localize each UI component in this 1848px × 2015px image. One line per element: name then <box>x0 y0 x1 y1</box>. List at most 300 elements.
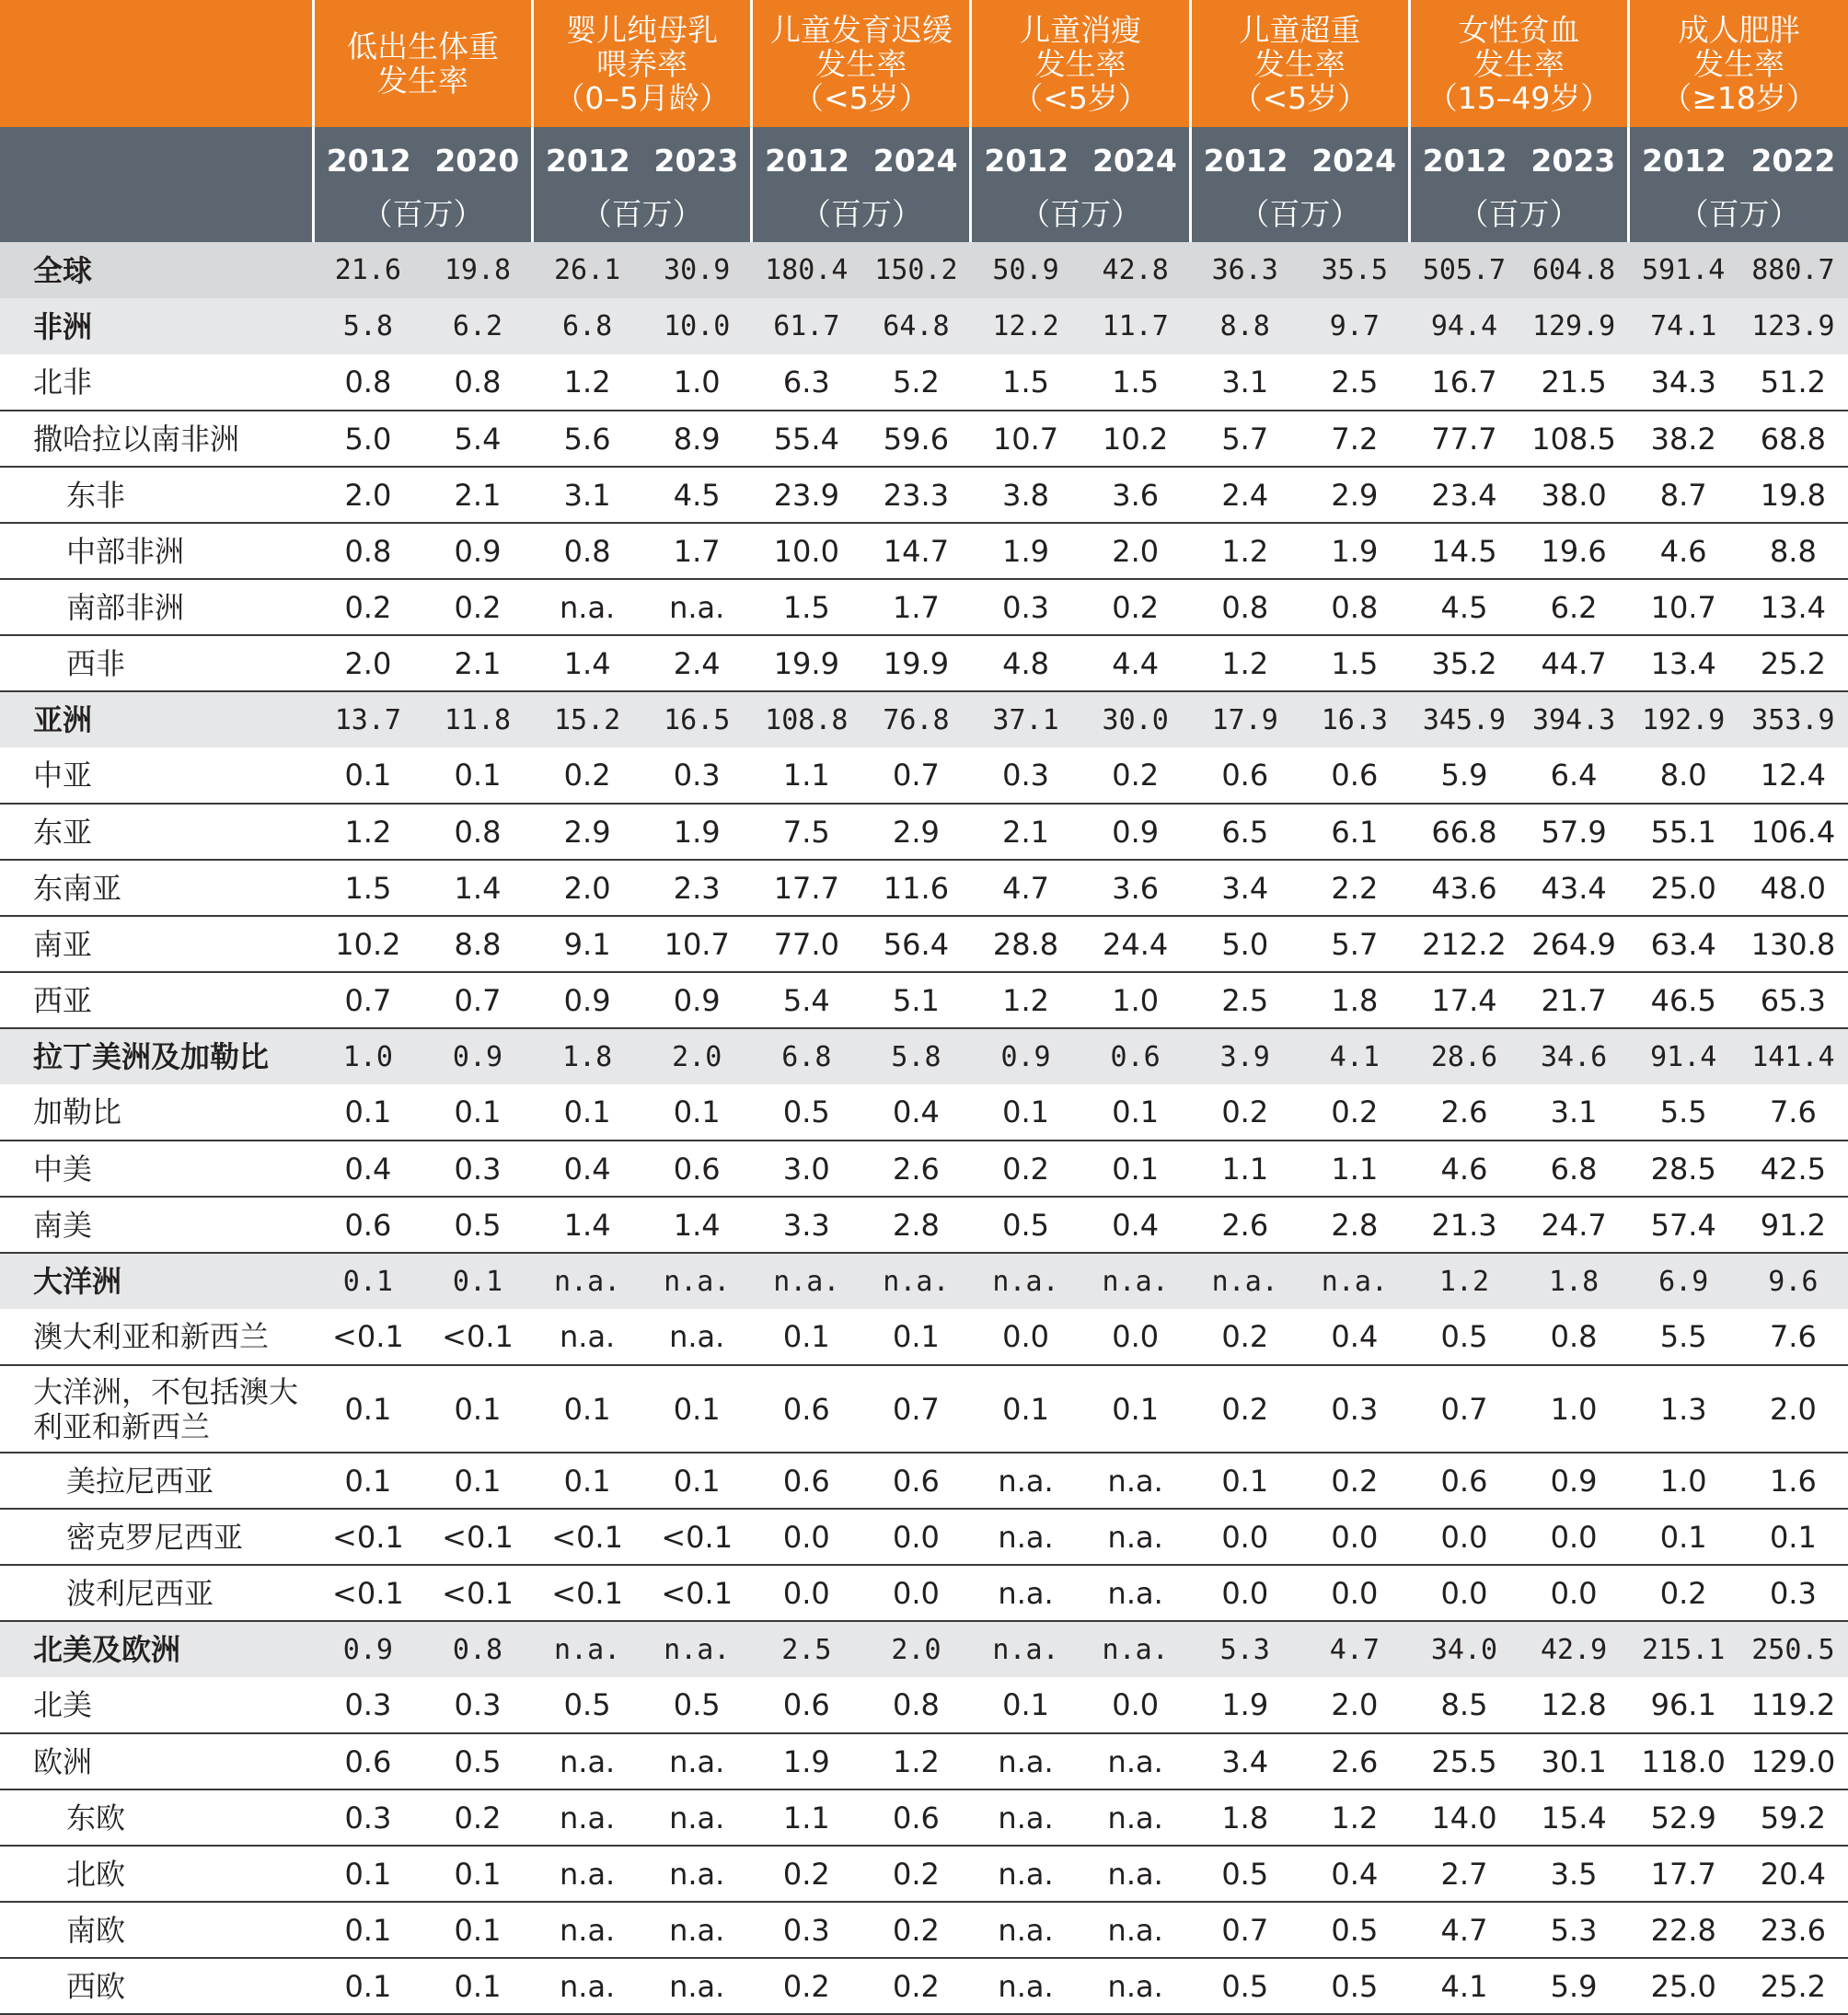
value-cell: 2.1 <box>422 635 532 691</box>
value-cell: 0.1 <box>422 1846 532 1902</box>
value-cell: 10.0 <box>642 298 752 354</box>
value-cell: n.a. <box>533 1253 642 1309</box>
value-cell: n.a. <box>1299 1253 1409 1309</box>
table-row <box>0 1197 1848 1253</box>
value-cell: 48.0 <box>1738 860 1848 916</box>
value-cell: 5.3 <box>1190 1621 1299 1677</box>
unit-header-row <box>0 188 1848 242</box>
indicator-header: 儿童发育迟缓 发生率 （<5岁） <box>752 0 971 127</box>
value-cell: 74.1 <box>1629 298 1738 354</box>
value-cell: 25.0 <box>1629 860 1738 916</box>
value-cell: 10.7 <box>971 411 1080 467</box>
value-cell: 0.0 <box>1080 1677 1190 1733</box>
value-cell: 6.4 <box>1519 747 1629 804</box>
region-name: 拉丁美洲及加勒比 <box>0 1028 313 1084</box>
value-cell: 4.7 <box>971 860 1080 916</box>
value-cell: 5.4 <box>752 972 861 1028</box>
value-cell: 0.1 <box>971 1084 1080 1141</box>
table-row <box>0 635 1848 691</box>
value-cell: 604.8 <box>1519 242 1629 298</box>
value-cell: 24.7 <box>1519 1197 1629 1253</box>
value-cell: 180.4 <box>752 242 861 298</box>
value-cell: 38.0 <box>1519 467 1629 523</box>
value-cell: 23.3 <box>861 467 971 523</box>
year-header: 2012 <box>1190 127 1299 188</box>
table-row <box>0 691 1848 747</box>
value-cell: 0.4 <box>533 1141 642 1197</box>
value-cell: 0.3 <box>313 1677 422 1733</box>
value-cell: 0.1 <box>1080 1141 1190 1197</box>
value-cell: 0.3 <box>313 1789 422 1846</box>
value-cell: 0.0 <box>1080 1309 1190 1365</box>
value-cell: 6.5 <box>1190 804 1299 860</box>
value-cell: 591.4 <box>1629 242 1738 298</box>
year-header: 2024 <box>861 127 971 188</box>
indicator-header: 成人肥胖 发生率 （≥18岁） <box>1629 0 1848 127</box>
unit-corner <box>0 188 313 242</box>
value-cell: 0.3 <box>1299 1365 1409 1453</box>
value-cell: 23.9 <box>752 467 861 523</box>
value-cell: 0.8 <box>1190 579 1299 635</box>
value-cell: n.a. <box>642 1958 752 2014</box>
value-cell: 14.7 <box>861 523 971 579</box>
year-header: 2020 <box>422 127 532 188</box>
value-cell: 17.9 <box>1190 691 1299 747</box>
value-cell: 0.2 <box>971 1141 1080 1197</box>
table-row <box>0 1453 1848 1509</box>
value-cell: 76.8 <box>861 691 971 747</box>
table-row <box>0 1565 1848 1621</box>
value-cell: 7.2 <box>1299 411 1409 467</box>
value-cell: 1.2 <box>533 354 642 411</box>
value-cell: 0.8 <box>422 354 532 411</box>
value-cell: 3.5 <box>1519 1846 1629 1902</box>
value-cell: 129.9 <box>1519 298 1629 354</box>
value-cell: 3.6 <box>1080 467 1190 523</box>
value-cell: n.a. <box>642 579 752 635</box>
value-cell: 5.5 <box>1629 1309 1738 1365</box>
value-cell: 0.5 <box>1190 1846 1299 1902</box>
value-cell: 0.1 <box>752 1309 861 1365</box>
value-cell: n.a. <box>971 1621 1080 1677</box>
value-cell: 0.0 <box>752 1509 861 1565</box>
value-cell: 22.8 <box>1629 1902 1738 1958</box>
region-name: 东亚 <box>0 804 313 860</box>
value-cell: 25.0 <box>1629 1958 1738 2014</box>
value-cell: n.a. <box>971 1958 1080 2014</box>
region-name: 西非 <box>0 635 313 691</box>
table-row <box>0 242 1848 298</box>
value-cell: 0.6 <box>861 1789 971 1846</box>
value-cell: 11.6 <box>861 860 971 916</box>
value-cell: 0.2 <box>1299 1453 1409 1509</box>
value-cell: 0.3 <box>422 1677 532 1733</box>
value-cell: 2.4 <box>642 635 752 691</box>
value-cell: 0.3 <box>642 747 752 804</box>
value-cell: 0.2 <box>422 1789 532 1846</box>
value-cell: 21.5 <box>1519 354 1629 411</box>
value-cell: 25.2 <box>1738 1958 1848 2014</box>
value-cell: 1.9 <box>1299 523 1409 579</box>
value-cell: 2.4 <box>1190 467 1299 523</box>
year-header-row <box>0 127 1848 188</box>
value-cell: 4.8 <box>971 635 1080 691</box>
value-cell: 21.7 <box>1519 972 1629 1028</box>
value-cell: 0.4 <box>1080 1197 1190 1253</box>
value-cell: 250.5 <box>1738 1621 1848 1677</box>
value-cell: 20.4 <box>1738 1846 1848 1902</box>
value-cell: 0.0 <box>752 1565 861 1621</box>
value-cell: 0.8 <box>1299 579 1409 635</box>
value-cell: 0.1 <box>313 1902 422 1958</box>
value-cell: 26.1 <box>533 242 642 298</box>
value-cell: 4.6 <box>1409 1141 1519 1197</box>
value-cell: <0.1 <box>642 1509 752 1565</box>
region-name: 欧洲 <box>0 1733 313 1789</box>
value-cell: 43.6 <box>1409 860 1519 916</box>
value-cell: 5.5 <box>1629 1084 1738 1141</box>
value-cell: n.a. <box>971 1902 1080 1958</box>
value-cell: 0.0 <box>1299 1509 1409 1565</box>
value-cell: 8.5 <box>1409 1677 1519 1733</box>
value-cell: 0.6 <box>861 1453 971 1509</box>
indicator-header: 儿童超重 发生率 （<5岁） <box>1190 0 1409 127</box>
value-cell: n.a. <box>971 1733 1080 1789</box>
table-row <box>0 1958 1848 2014</box>
value-cell: n.a. <box>1080 1253 1190 1309</box>
value-cell: 0.9 <box>1519 1453 1629 1509</box>
value-cell: 1.2 <box>1299 1789 1409 1846</box>
value-cell: 0.2 <box>861 1902 971 1958</box>
value-cell: 0.7 <box>313 972 422 1028</box>
value-cell: 34.3 <box>1629 354 1738 411</box>
value-cell: 9.6 <box>1738 1253 1848 1309</box>
value-cell: <0.1 <box>422 1509 532 1565</box>
value-cell: n.a. <box>642 1253 752 1309</box>
table-row <box>0 1677 1848 1733</box>
value-cell: 2.8 <box>861 1197 971 1253</box>
value-cell: 0.0 <box>1299 1565 1409 1621</box>
value-cell: 8.8 <box>1190 298 1299 354</box>
value-cell: 0.5 <box>971 1197 1080 1253</box>
value-cell: 5.2 <box>861 354 971 411</box>
value-cell: 0.3 <box>1738 1565 1848 1621</box>
region-name: 北欧 <box>0 1846 313 1902</box>
value-cell: 61.7 <box>752 298 861 354</box>
value-cell: 9.7 <box>1299 298 1409 354</box>
indicator-header: 婴儿纯母乳 喂养率 （0–5月龄） <box>533 0 752 127</box>
value-cell: n.a. <box>642 1902 752 1958</box>
table-row <box>0 467 1848 523</box>
value-cell: 215.1 <box>1629 1621 1738 1677</box>
value-cell: 0.1 <box>422 747 532 804</box>
region-name: 东南亚 <box>0 860 313 916</box>
indicator-header: 女性贫血 发生率 （15–49岁） <box>1409 0 1628 127</box>
region-name: 全球 <box>0 242 313 298</box>
value-cell: 94.4 <box>1409 298 1519 354</box>
value-cell: 10.2 <box>313 916 422 972</box>
value-cell: 16.7 <box>1409 354 1519 411</box>
table-body <box>0 242 1848 2014</box>
value-cell: 1.2 <box>861 1733 971 1789</box>
value-cell: 10.2 <box>1080 411 1190 467</box>
indicator-header-row <box>0 0 1848 127</box>
value-cell: 43.4 <box>1519 860 1629 916</box>
value-cell: 0.9 <box>313 1621 422 1677</box>
year-header: 2023 <box>642 127 752 188</box>
value-cell: 1.9 <box>1190 1677 1299 1733</box>
value-cell: 353.9 <box>1738 691 1848 747</box>
value-cell: 13.4 <box>1738 579 1848 635</box>
table-row <box>0 972 1848 1028</box>
region-name: 中部非洲 <box>0 523 313 579</box>
value-cell: 5.1 <box>861 972 971 1028</box>
value-cell: 264.9 <box>1519 916 1629 972</box>
value-cell: 2.1 <box>971 804 1080 860</box>
value-cell: 2.7 <box>1409 1846 1519 1902</box>
value-cell: 77.0 <box>752 916 861 972</box>
value-cell: 0.1 <box>313 1365 422 1453</box>
value-cell: 13.4 <box>1629 635 1738 691</box>
value-cell: 30.0 <box>1080 691 1190 747</box>
table-row <box>0 1846 1848 1902</box>
region-name: 撒哈拉以南非洲 <box>0 411 313 467</box>
region-name: 北美及欧洲 <box>0 1621 313 1677</box>
table-row <box>0 860 1848 916</box>
value-cell: 2.2 <box>1299 860 1409 916</box>
table-row <box>0 298 1848 354</box>
value-cell: n.a. <box>642 1733 752 1789</box>
value-cell: 6.8 <box>1519 1141 1629 1197</box>
value-cell: 0.7 <box>1190 1902 1299 1958</box>
value-cell: n.a. <box>1080 1789 1190 1846</box>
value-cell: 8.7 <box>1629 467 1738 523</box>
table-header <box>0 0 1848 242</box>
value-cell: 1.6 <box>1738 1453 1848 1509</box>
region-name: 密克罗尼西亚 <box>0 1509 313 1565</box>
value-cell: 0.6 <box>1080 1028 1190 1084</box>
value-cell: n.a. <box>642 1789 752 1846</box>
value-cell: 2.6 <box>861 1141 971 1197</box>
value-cell: n.a. <box>971 1789 1080 1846</box>
value-cell: 21.3 <box>1409 1197 1519 1253</box>
value-cell: 0.4 <box>313 1141 422 1197</box>
unit-label: （百万） <box>752 188 971 242</box>
value-cell: 150.2 <box>861 242 971 298</box>
value-cell: 3.4 <box>1190 1733 1299 1789</box>
value-cell: 7.6 <box>1738 1309 1848 1365</box>
value-cell: 65.3 <box>1738 972 1848 1028</box>
value-cell: 2.0 <box>1299 1677 1409 1733</box>
value-cell: 0.0 <box>861 1509 971 1565</box>
value-cell: 91.4 <box>1629 1028 1738 1084</box>
value-cell: 0.1 <box>313 1084 422 1141</box>
value-cell: 2.0 <box>642 1028 752 1084</box>
value-cell: 3.6 <box>1080 860 1190 916</box>
year-header: 2023 <box>1519 127 1629 188</box>
value-cell: 192.9 <box>1629 691 1738 747</box>
value-cell: n.a. <box>752 1253 861 1309</box>
value-cell: 1.5 <box>971 354 1080 411</box>
region-name: 中亚 <box>0 747 313 804</box>
value-cell: n.a. <box>1080 1509 1190 1565</box>
value-cell: <0.1 <box>642 1565 752 1621</box>
value-cell: 0.1 <box>422 1453 532 1509</box>
value-cell: 5.6 <box>533 411 642 467</box>
value-cell: n.a. <box>533 1958 642 2014</box>
value-cell: 4.7 <box>1409 1902 1519 1958</box>
value-cell: 345.9 <box>1409 691 1519 747</box>
value-cell: 108.5 <box>1519 411 1629 467</box>
value-cell: 6.8 <box>752 1028 861 1084</box>
region-name: 西欧 <box>0 1958 313 2014</box>
value-cell: 17.7 <box>1629 1846 1738 1902</box>
value-cell: 2.9 <box>1299 467 1409 523</box>
value-cell: 1.3 <box>1629 1365 1738 1453</box>
value-cell: 1.4 <box>642 1197 752 1253</box>
value-cell: 129.0 <box>1738 1733 1848 1789</box>
value-cell: 2.5 <box>1190 972 1299 1028</box>
value-cell: 0.1 <box>422 1253 532 1309</box>
value-cell: 3.4 <box>1190 860 1299 916</box>
value-cell: 0.6 <box>752 1365 861 1453</box>
value-cell: 0.7 <box>861 1365 971 1453</box>
value-cell: 57.9 <box>1519 804 1629 860</box>
value-cell: 2.0 <box>861 1621 971 1677</box>
value-cell: 0.5 <box>1299 1902 1409 1958</box>
value-cell: 0.6 <box>1190 747 1299 804</box>
value-cell: 2.9 <box>861 804 971 860</box>
value-cell: 0.0 <box>861 1565 971 1621</box>
value-cell: 4.1 <box>1299 1028 1409 1084</box>
value-cell: 16.3 <box>1299 691 1409 747</box>
value-cell: n.a. <box>642 1621 752 1677</box>
value-cell: 25.5 <box>1409 1733 1519 1789</box>
value-cell: 2.0 <box>313 635 422 691</box>
value-cell: <0.1 <box>533 1509 642 1565</box>
value-cell: 0.9 <box>422 1028 532 1084</box>
value-cell: 0.4 <box>861 1084 971 1141</box>
value-cell: 0.5 <box>1409 1309 1519 1365</box>
year-header: 2024 <box>1080 127 1190 188</box>
value-cell: 0.2 <box>1190 1365 1299 1453</box>
value-cell: 3.1 <box>533 467 642 523</box>
year-header: 2012 <box>313 127 422 188</box>
value-cell: 11.7 <box>1080 298 1190 354</box>
value-cell: 0.1 <box>533 1453 642 1509</box>
value-cell: 2.6 <box>1409 1084 1519 1141</box>
value-cell: 35.5 <box>1299 242 1409 298</box>
value-cell: 8.0 <box>1629 747 1738 804</box>
table-row <box>0 1084 1848 1141</box>
region-name: 非洲 <box>0 298 313 354</box>
value-cell: 6.3 <box>752 354 861 411</box>
value-cell: 1.8 <box>1190 1789 1299 1846</box>
value-cell: 1.0 <box>1080 972 1190 1028</box>
value-cell: 0.0 <box>1409 1565 1519 1621</box>
value-cell: n.a. <box>1080 1846 1190 1902</box>
value-cell: n.a. <box>533 1789 642 1846</box>
year-header: 2012 <box>971 127 1080 188</box>
value-cell: 0.9 <box>422 523 532 579</box>
value-cell: 52.9 <box>1629 1789 1738 1846</box>
value-cell: 68.8 <box>1738 411 1848 467</box>
value-cell: 0.9 <box>1080 804 1190 860</box>
value-cell: n.a. <box>533 1846 642 1902</box>
value-cell: 46.5 <box>1629 972 1738 1028</box>
value-cell: 5.4 <box>422 411 532 467</box>
value-cell: 0.0 <box>1409 1509 1519 1565</box>
value-cell: 2.5 <box>1299 354 1409 411</box>
value-cell: n.a. <box>971 1253 1080 1309</box>
value-cell: 0.8 <box>422 1621 532 1677</box>
value-cell: 0.1 <box>642 1084 752 1141</box>
table-row <box>0 354 1848 411</box>
value-cell: 36.3 <box>1190 242 1299 298</box>
year-header: 2022 <box>1738 127 1848 188</box>
value-cell: 1.4 <box>533 1197 642 1253</box>
value-cell: 0.1 <box>1080 1365 1190 1453</box>
value-cell: 4.4 <box>1080 635 1190 691</box>
region-name: 北美 <box>0 1677 313 1733</box>
value-cell: 0.7 <box>1409 1365 1519 1453</box>
value-cell: n.a. <box>1080 1453 1190 1509</box>
value-cell: 0.2 <box>422 579 532 635</box>
value-cell: 1.5 <box>1080 354 1190 411</box>
value-cell: 38.2 <box>1629 411 1738 467</box>
value-cell: n.a. <box>1080 1565 1190 1621</box>
value-cell: 6.2 <box>422 298 532 354</box>
value-cell: 0.3 <box>422 1141 532 1197</box>
value-cell: 2.0 <box>1738 1365 1848 1453</box>
value-cell: 0.2 <box>533 747 642 804</box>
table-row <box>0 916 1848 972</box>
header-corner <box>0 0 313 127</box>
value-cell: 0.1 <box>1738 1509 1848 1565</box>
year-header: 2012 <box>752 127 861 188</box>
value-cell: <0.1 <box>313 1509 422 1565</box>
value-cell: 1.4 <box>422 860 532 916</box>
value-cell: 0.2 <box>1629 1565 1738 1621</box>
value-cell: 55.1 <box>1629 804 1738 860</box>
value-cell: 30.1 <box>1519 1733 1629 1789</box>
value-cell: 0.8 <box>313 354 422 411</box>
value-cell: 119.2 <box>1738 1677 1848 1733</box>
value-cell: 42.8 <box>1080 242 1190 298</box>
value-cell: 0.1 <box>313 1453 422 1509</box>
value-cell: 2.0 <box>1080 523 1190 579</box>
table-row <box>0 1902 1848 1958</box>
value-cell: 59.6 <box>861 411 971 467</box>
value-cell: 2.8 <box>1299 1197 1409 1253</box>
value-cell: 0.5 <box>422 1197 532 1253</box>
value-cell: 21.6 <box>313 242 422 298</box>
region-name: 美拉尼西亚 <box>0 1453 313 1509</box>
value-cell: 0.0 <box>1519 1565 1629 1621</box>
value-cell: 2.0 <box>533 860 642 916</box>
region-name: 北非 <box>0 354 313 411</box>
table-row <box>0 1789 1848 1846</box>
value-cell: 0.1 <box>422 1958 532 2014</box>
value-cell: 0.1 <box>642 1453 752 1509</box>
value-cell: 0.6 <box>642 1141 752 1197</box>
value-cell: 1.4 <box>533 635 642 691</box>
value-cell: 5.7 <box>1299 916 1409 972</box>
value-cell: 3.8 <box>971 467 1080 523</box>
value-cell: 1.0 <box>642 354 752 411</box>
value-cell: 14.5 <box>1409 523 1519 579</box>
value-cell: 28.5 <box>1629 1141 1738 1197</box>
